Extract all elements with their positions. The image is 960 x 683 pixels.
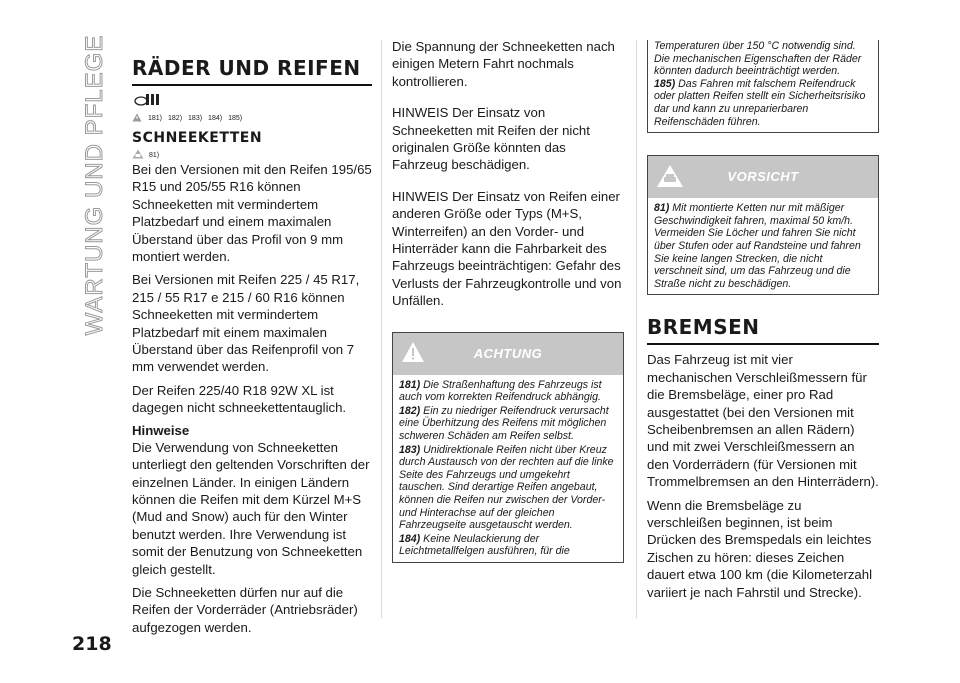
paragraph: Bei Versionen mit Reifen 225 / 45 R17, 215 / 55 R17 e 215 / 60 R16 können Schneeketten mit vermindertem Platzbedarf mit einem maximalen Überstand über das Reifenprofil von 7 mm verwendet werden. xyxy=(132,272,360,375)
column-divider-2 xyxy=(636,40,637,618)
paragraph: Wenn die Bremsbeläge zu verschleißen beginnen, ist beim Drücken des Bremspedals ein leichtes Zischen zu hören: dieses Zeichen dauert etwa 100 km (die Kilometerzahl variiert je nach Fahrstil und Strecke). xyxy=(647,497,873,600)
subsection-title: SCHNEEKETTEN xyxy=(132,130,263,146)
section-side-label xyxy=(80,34,110,336)
paragraph: Die Verwendung von Schneeketten unterliegt den geltenden Vorschriften der einzelnen Länder. In einigen Ländern können die Reifen mit dem Kürzel M+S (Mud and Snow) auch für den Winter benutzt werden. Ihre Verwendung ist somit der Benutzung von Schneeketten gleich gestellt. xyxy=(132,439,370,577)
caution-box-header xyxy=(648,156,878,198)
car-warning-icon xyxy=(132,149,144,159)
warning-title: ACHTUNG xyxy=(473,345,543,361)
page-number: 218 xyxy=(72,633,112,655)
warning-item xyxy=(399,444,617,532)
wheel-icon xyxy=(134,92,372,111)
ref-81: 81) xyxy=(149,152,160,159)
warning-item xyxy=(399,533,617,558)
paragraph: HINWEIS Der Einsatz von Reifen einer anderen Größe oder Typs (M+S, Winterreifen) an den Vorder- und Hinterräder kann die Fahrbarkeit des Fahrzeugs beeinträchtigen: Gefahr des Verlusts der Fahrzeugkontrolle und von Unfällen. xyxy=(392,188,622,309)
paragraph: Die Schneeketten dürfen nur auf die Reifen der Vorderräder (Antriebsräder) aufgezogen werden. xyxy=(132,584,358,635)
ref-182: 182) xyxy=(168,115,183,122)
warning-text: Ein zu niedriger Reifendruck verursacht eine Überhitzung des Reifens mit möglichen schweren Schäden am Reifen selbst. xyxy=(399,404,609,443)
warning-text: Unidirektionale Reifen nicht über Kreuz durch Austausch von der rechten auf die linke Seite des Fahrzeugs und umgekehrt tauschen. Sind derartige Reifen angebaut, können die Reifen nur zwischen der Vorder- und Hinterachse auf der gleichen Fahrzeugseite ausgetauscht werden. xyxy=(399,443,614,532)
paragraph: Das Fahrzeug ist mit vier mechanischen Verschleißmessern für die Bremsbeläge, einer pro Rad ausgestattet (bei den Versionen mit Scheibenbremsen an allen Rädern) und mit zwei Verschleißmessern an den Vorderrädern (für Versionen mit Trommelbremsen an den Hinterrädern). xyxy=(647,352,879,490)
warning-box-header xyxy=(393,333,623,375)
caution-body xyxy=(648,198,878,294)
warning-number: 182) xyxy=(399,404,421,417)
warning-text: Temperaturen über 150 °C notwendig sind. Die mechanischen Eigenschaften der Räder könnten dadurch beeinträchtigt werden. xyxy=(654,40,862,78)
warning-text: Die Straßenhaftung des Fahrzeugs ist auch vom korrekten Reifendruck abhängig. xyxy=(399,378,602,404)
caution-box xyxy=(647,155,879,295)
warning-box-continued xyxy=(647,40,879,133)
warning-number: 181) xyxy=(399,378,421,391)
caution-text: Mit montierte Ketten nur mit mäßiger Geschwindigkeit fahren, maximal 50 km/h. Vermeiden Sie Löcher und fahren Sie nicht über Stufen oder auf Randsteine und fahren Sie keine langen Strecken, die nicht verschneit sind, um das Fahrzeug und die Straße nicht zu beschädigen. xyxy=(654,202,861,290)
side-label-text: WARTUNG UND PFLEGE xyxy=(81,34,108,336)
paragraph: HINWEIS Der Einsatz von Schneeketten mit Reifen der nicht originalen Größe könnten das Fahrzeug beschädigen. xyxy=(392,105,590,173)
paragraph: Der Reifen 225/40 R18 92W XL ist dagegen nicht schneekettentauglich. xyxy=(132,382,347,416)
warning-text: Das Fahren mit falschem Reifendruck oder platten Reifen stellt ein Sicherheitsrisiko dar und kann zu unreparierbaren Reifenschäden führen. xyxy=(654,77,866,128)
ref-184: 184) xyxy=(208,115,223,122)
paragraph: Die Spannung der Schneeketten nach einigen Metern Fahrt nochmals kontrollieren. xyxy=(392,39,615,89)
warning-body xyxy=(393,375,623,562)
warning-text: Keine Neulackierung der Leichtmetallfelgen ausführen, für die xyxy=(399,532,570,558)
caution-title: VORSICHT xyxy=(727,169,799,185)
warning-item xyxy=(654,78,872,128)
column-divider-1 xyxy=(381,40,382,618)
title-rule xyxy=(647,343,879,345)
warning-references xyxy=(132,113,372,122)
column-2 xyxy=(392,40,624,563)
warning-number: 183) xyxy=(399,443,421,456)
paragraph: Bei den Versionen mit den Reifen 195/65 R15 und 205/55 R16 können Schneeketten mit vermindertem Platzbedarf und einem maximalen Überstand über das Profil von 9 mm montiert werden. xyxy=(132,162,372,265)
caution-reference xyxy=(132,149,372,159)
column-1 xyxy=(132,40,372,642)
ref-185: 185) xyxy=(228,115,243,122)
section-title: RÄDER UND REIFEN xyxy=(132,56,361,80)
caution-number: 81) xyxy=(654,202,670,215)
ref-181: 181) xyxy=(148,115,163,122)
title-rule xyxy=(132,84,372,86)
hinweise-heading: Hinweise xyxy=(132,422,190,438)
warning-number: 184) xyxy=(399,532,421,545)
warning-triangle-icon xyxy=(132,113,142,122)
column-3 xyxy=(647,40,879,607)
warning-item xyxy=(399,379,617,404)
ref-183: 183) xyxy=(188,115,203,122)
warning-box xyxy=(392,332,624,563)
caution-item xyxy=(654,202,872,290)
section-title-bremsen: BREMSEN xyxy=(647,315,760,340)
warning-item xyxy=(399,405,617,443)
warning-number: 185) xyxy=(654,77,676,90)
